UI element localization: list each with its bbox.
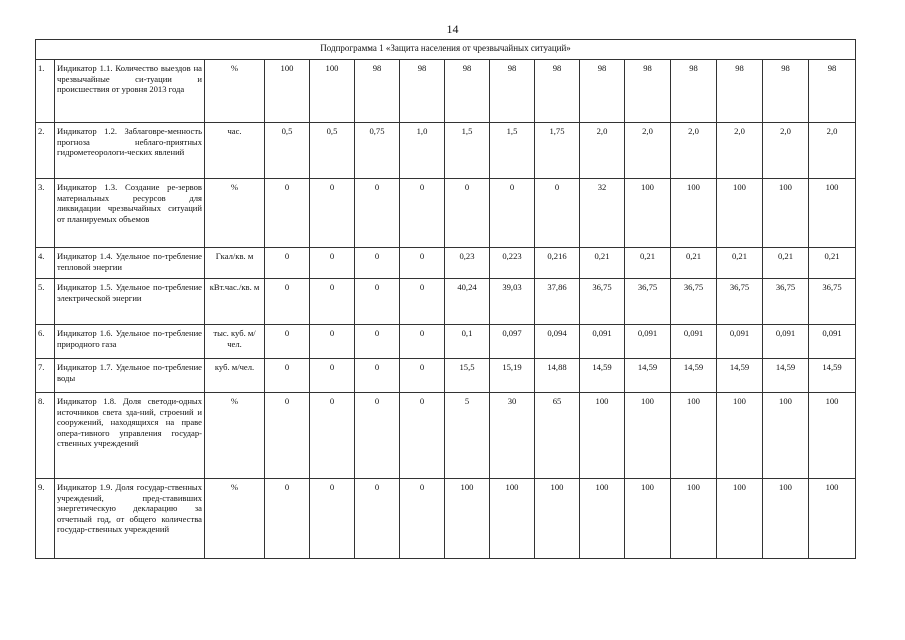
value-cell: 30 xyxy=(490,393,535,479)
unit-cell: куб. м/чел. xyxy=(205,359,265,393)
value-cell: 2,0 xyxy=(625,123,671,179)
value-cell: 0 xyxy=(355,179,400,248)
table-row xyxy=(36,248,856,279)
value-cell: 1,5 xyxy=(490,123,535,179)
value-cell: 0 xyxy=(535,179,580,248)
value-cell: 100 xyxy=(717,479,763,559)
value-cell: 98 xyxy=(717,60,763,123)
value-cell: 0 xyxy=(355,359,400,393)
value-cell: 100 xyxy=(717,179,763,248)
value-cell: 0,091 xyxy=(809,325,856,359)
value-cell: 0 xyxy=(310,248,355,279)
indicator-name: Индикатор 1.9. Доля государ-ственных учреждений, пред-ставивших энергетическую декларацию за отчетный год, от общего количества государ-ственных учреждений xyxy=(55,479,205,559)
value-cell: 100 xyxy=(310,60,355,123)
indicator-name: Индикатор 1.2. Заблаговре-менность прогноза неблаго-приятных гидрометеорологи-ческих явлений xyxy=(55,123,205,179)
table-row xyxy=(36,359,856,393)
table-row xyxy=(36,279,856,325)
value-cell: 0,091 xyxy=(717,325,763,359)
value-cell: 0,21 xyxy=(763,248,809,279)
value-cell: 14,59 xyxy=(671,359,717,393)
value-cell: 98 xyxy=(445,60,490,123)
value-cell: 0,091 xyxy=(671,325,717,359)
value-cell: 100 xyxy=(445,479,490,559)
unit-cell: % xyxy=(205,393,265,479)
unit-cell: час. xyxy=(205,123,265,179)
value-cell: 1,0 xyxy=(400,123,445,179)
row-number: 6. xyxy=(36,325,55,359)
value-cell: 0 xyxy=(400,325,445,359)
value-cell: 2,0 xyxy=(717,123,763,179)
value-cell: 0 xyxy=(490,179,535,248)
value-cell: 0 xyxy=(310,479,355,559)
value-cell: 14,59 xyxy=(763,359,809,393)
value-cell: 98 xyxy=(490,60,535,123)
value-cell: 32 xyxy=(580,179,625,248)
unit-cell: Гкал/кв. м xyxy=(205,248,265,279)
value-cell: 98 xyxy=(809,60,856,123)
value-cell: 0,091 xyxy=(763,325,809,359)
value-cell: 0 xyxy=(400,279,445,325)
value-cell: 98 xyxy=(400,60,445,123)
value-cell: 0,223 xyxy=(490,248,535,279)
value-cell: 40,24 xyxy=(445,279,490,325)
value-cell: 100 xyxy=(265,60,310,123)
value-cell: 100 xyxy=(763,393,809,479)
value-cell: 100 xyxy=(717,393,763,479)
value-cell: 100 xyxy=(671,179,717,248)
value-cell: 0,094 xyxy=(535,325,580,359)
value-cell: 1,5 xyxy=(445,123,490,179)
row-number: 9. xyxy=(36,479,55,559)
table-row xyxy=(36,179,856,248)
value-cell: 36,75 xyxy=(763,279,809,325)
value-cell: 0 xyxy=(310,279,355,325)
value-cell: 2,0 xyxy=(671,123,717,179)
value-cell: 0 xyxy=(355,248,400,279)
row-number: 4. xyxy=(36,248,55,279)
value-cell: 100 xyxy=(671,479,717,559)
unit-cell: кВт.час./кв. м xyxy=(205,279,265,325)
value-cell: 1,75 xyxy=(535,123,580,179)
value-cell: 0,5 xyxy=(310,123,355,179)
indicator-name: Индикатор 1.1. Количество выездов на чрезвычайные си-туации и происшествия от уровня 2013 года xyxy=(55,60,205,123)
value-cell: 0,23 xyxy=(445,248,490,279)
value-cell: 100 xyxy=(490,479,535,559)
unit-cell: тыс. куб. м/чел. xyxy=(205,325,265,359)
value-cell: 0,091 xyxy=(580,325,625,359)
value-cell: 14,59 xyxy=(717,359,763,393)
value-cell: 98 xyxy=(671,60,717,123)
value-cell: 0 xyxy=(265,325,310,359)
value-cell: 14,59 xyxy=(580,359,625,393)
row-number: 5. xyxy=(36,279,55,325)
value-cell: 0,097 xyxy=(490,325,535,359)
value-cell: 0,21 xyxy=(717,248,763,279)
table-row xyxy=(36,479,856,559)
value-cell: 100 xyxy=(535,479,580,559)
value-cell: 0 xyxy=(355,479,400,559)
value-cell: 14,59 xyxy=(809,359,856,393)
row-number: 8. xyxy=(36,393,55,479)
value-cell: 0 xyxy=(400,248,445,279)
value-cell: 98 xyxy=(625,60,671,123)
row-number: 7. xyxy=(36,359,55,393)
value-cell: 98 xyxy=(355,60,400,123)
value-cell: 15,5 xyxy=(445,359,490,393)
value-cell: 0 xyxy=(355,279,400,325)
value-cell: 0 xyxy=(445,179,490,248)
value-cell: 100 xyxy=(763,479,809,559)
table-row xyxy=(36,393,856,479)
value-cell: 0 xyxy=(355,325,400,359)
value-cell: 0 xyxy=(265,179,310,248)
value-cell: 0 xyxy=(400,179,445,248)
row-number: 1. xyxy=(36,60,55,123)
value-cell: 36,75 xyxy=(809,279,856,325)
value-cell: 0 xyxy=(400,393,445,479)
unit-cell: % xyxy=(205,479,265,559)
value-cell: 36,75 xyxy=(717,279,763,325)
row-number: 2. xyxy=(36,123,55,179)
value-cell: 0,1 xyxy=(445,325,490,359)
value-cell: 0,21 xyxy=(580,248,625,279)
value-cell: 65 xyxy=(535,393,580,479)
value-cell: 37,86 xyxy=(535,279,580,325)
value-cell: 0 xyxy=(310,393,355,479)
value-cell: 100 xyxy=(809,479,856,559)
value-cell: 0,21 xyxy=(809,248,856,279)
value-cell: 5 xyxy=(445,393,490,479)
value-cell: 2,0 xyxy=(809,123,856,179)
value-cell: 0,5 xyxy=(265,123,310,179)
value-cell: 0,75 xyxy=(355,123,400,179)
subprogram-title: Подпрограмма 1 «Защита населения от чрезвычайных ситуаций» xyxy=(36,40,856,60)
indicator-name: Индикатор 1.4. Удельное по-требление тепловой энергии xyxy=(55,248,205,279)
value-cell: 0 xyxy=(265,393,310,479)
row-number: 3. xyxy=(36,179,55,248)
indicator-name: Индикатор 1.5. Удельное по-требление электрической энергии xyxy=(55,279,205,325)
value-cell: 0 xyxy=(310,325,355,359)
value-cell: 100 xyxy=(763,179,809,248)
value-cell: 100 xyxy=(580,479,625,559)
value-cell: 0 xyxy=(400,479,445,559)
value-cell: 15,19 xyxy=(490,359,535,393)
table-row xyxy=(36,60,856,123)
value-cell: 98 xyxy=(763,60,809,123)
value-cell: 36,75 xyxy=(580,279,625,325)
value-cell: 98 xyxy=(535,60,580,123)
page-number: 14 xyxy=(446,22,459,36)
subprogram-row xyxy=(36,40,856,60)
value-cell: 100 xyxy=(625,479,671,559)
value-cell: 100 xyxy=(809,179,856,248)
table-row xyxy=(36,123,856,179)
table-row xyxy=(36,325,856,359)
value-cell: 0 xyxy=(400,359,445,393)
value-cell: 100 xyxy=(625,393,671,479)
value-cell: 14,88 xyxy=(535,359,580,393)
value-cell: 2,0 xyxy=(763,123,809,179)
value-cell: 100 xyxy=(625,179,671,248)
value-cell: 0 xyxy=(355,393,400,479)
indicator-name: Индикатор 1.6. Удельное по-требление природного газа xyxy=(55,325,205,359)
value-cell: 2,0 xyxy=(580,123,625,179)
value-cell: 0,21 xyxy=(625,248,671,279)
value-cell: 0 xyxy=(265,479,310,559)
unit-cell: % xyxy=(205,60,265,123)
value-cell: 36,75 xyxy=(671,279,717,325)
value-cell: 36,75 xyxy=(625,279,671,325)
indicator-name: Индикатор 1.3. Создание ре-зервов материальных ресурсов для ликвидации чрезвычайных ситуаций от планируемых объемов xyxy=(55,179,205,248)
value-cell: 0 xyxy=(265,279,310,325)
value-cell: 0 xyxy=(265,248,310,279)
value-cell: 98 xyxy=(580,60,625,123)
value-cell: 100 xyxy=(671,393,717,479)
value-cell: 100 xyxy=(809,393,856,479)
value-cell: 100 xyxy=(580,393,625,479)
value-cell: 0,21 xyxy=(671,248,717,279)
value-cell: 0,216 xyxy=(535,248,580,279)
value-cell: 0 xyxy=(265,359,310,393)
value-cell: 0,091 xyxy=(625,325,671,359)
unit-cell: % xyxy=(205,179,265,248)
value-cell: 14,59 xyxy=(625,359,671,393)
value-cell: 0 xyxy=(310,359,355,393)
indicators-table xyxy=(35,39,856,559)
value-cell: 39,03 xyxy=(490,279,535,325)
indicator-name: Индикатор 1.7. Удельное по-требление воды xyxy=(55,359,205,393)
value-cell: 0 xyxy=(310,179,355,248)
indicator-name: Индикатор 1.8. Доля светоди-одных источников света зда-ний, строений и сооружений, находящихся на праве опера-тивного управления государ-ственных учреждений xyxy=(55,393,205,479)
